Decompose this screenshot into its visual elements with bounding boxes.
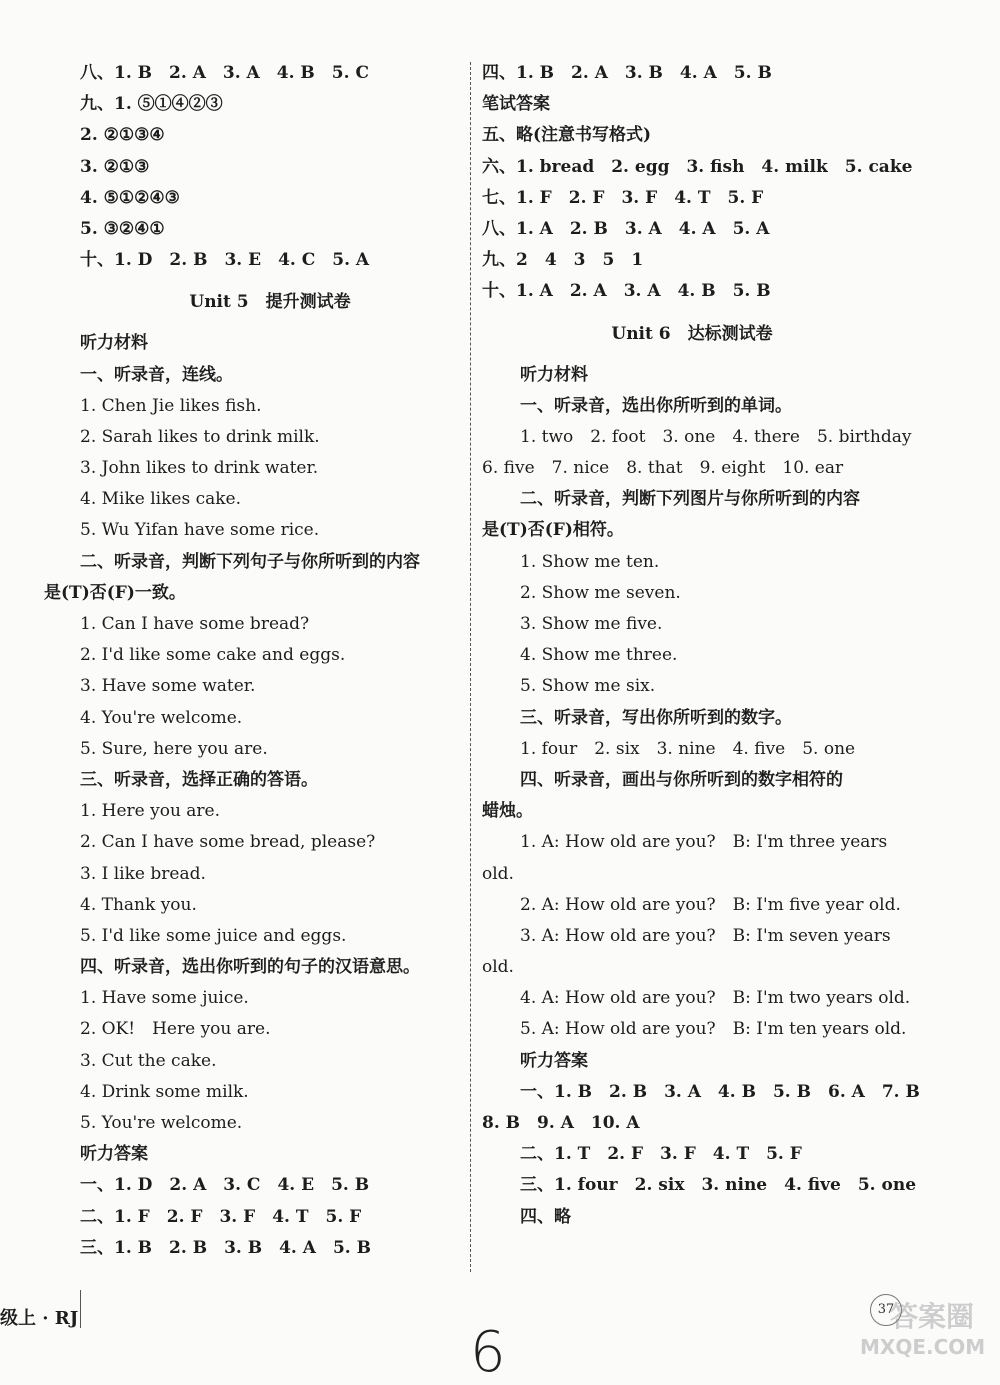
footer-rule xyxy=(80,1290,81,1328)
text-line: 5. Sure, here you are. xyxy=(80,738,268,759)
text-line: 一、1. D 2. A 3. C 4. E 5. B xyxy=(80,1175,370,1196)
page-number: 37 xyxy=(870,1294,902,1326)
text-line: 4. Drink some milk. xyxy=(80,1081,249,1102)
column-divider xyxy=(470,62,471,1272)
text-line: 一、1. B 2. B 3. A 4. B 5. B 6. A 7. B xyxy=(520,1081,920,1102)
text-line: 蜡烛。 xyxy=(482,801,533,822)
text-line: 3. Have some water. xyxy=(80,676,256,697)
text-line: 3. ②①③ xyxy=(80,156,150,177)
text-line: 二、1. T 2. F 3. F 4. T 5. F xyxy=(520,1144,802,1165)
text-line: 5. You're welcome. xyxy=(80,1113,243,1133)
text-line: 一、听录音，选出你所听到的单词。 xyxy=(520,395,792,416)
text-line: 是(T)否(F)一致。 xyxy=(44,582,186,603)
text-line: 3. John likes to drink water. xyxy=(80,458,319,479)
text-line: 二、1. F 2. F 3. F 4. T 5. F xyxy=(80,1206,362,1227)
text-line: 4. Show me three. xyxy=(520,645,678,666)
text-line: 二、听录音，判断下列句子与你所听到的内容 xyxy=(80,551,420,572)
text-line: 5. Show me six. xyxy=(520,676,656,697)
text-line: 6. five 7. nice 8. that 9. eight 10. ear xyxy=(482,458,844,479)
text-line: 2. ②①③④ xyxy=(80,125,165,146)
text-line: 九、2 4 3 5 1 xyxy=(482,250,644,271)
text-line: 四、1. B 2. A 3. B 4. A 5. B xyxy=(482,63,772,83)
text-line: 2. Sarah likes to drink milk. xyxy=(80,426,320,447)
text-line: 十、1. A 2. A 3. A 4. B 5. B xyxy=(482,281,771,302)
text-line: 4. Thank you. xyxy=(80,894,197,915)
text-line: 听力材料 xyxy=(80,333,148,354)
text-line: 1. two 2. foot 3. one 4. there 5. birthday xyxy=(520,426,912,447)
text-line: 4. Mike likes cake. xyxy=(80,489,242,510)
section-title: Unit 5 提升测试卷 xyxy=(189,292,351,313)
text-line: 一、听录音，连线。 xyxy=(80,364,233,385)
text-line: 4. You're welcome. xyxy=(80,707,243,728)
text-line: 8. B 9. A 10. A xyxy=(482,1113,640,1133)
text-line: 八、1. B 2. A 3. A 4. B 5. C xyxy=(80,63,369,83)
text-line: 笔试答案 xyxy=(482,94,550,115)
text-line: 1. Can I have some bread? xyxy=(80,614,310,634)
text-line: 2. Show me seven. xyxy=(520,582,681,603)
text-line: 三、听录音，选择正确的答语。 xyxy=(80,769,318,790)
text-line: 1. Show me ten. xyxy=(520,551,660,572)
text-line: 5. I'd like some juice and eggs. xyxy=(80,925,347,946)
text-line: 5. A: How old are you? B: I'm ten years old. xyxy=(520,1019,907,1040)
section-title: Unit 6 达标测试卷 xyxy=(611,323,773,344)
text-line: 3. Cut the cake. xyxy=(80,1050,217,1071)
text-line: 三、1. B 2. B 3. B 4. A 5. B xyxy=(80,1237,371,1258)
text-line: 八、1. A 2. B 3. A 4. A 5. A xyxy=(482,218,770,239)
text-line: 听力答案 xyxy=(520,1050,588,1071)
text-line: 听力答案 xyxy=(80,1144,148,1165)
text-line: 三、听录音，写出你所听到的数字。 xyxy=(520,707,792,728)
text-line: 四、听录音，选出你听到的句子的汉语意思。 xyxy=(80,957,420,978)
text-line: 2. Can I have some bread, please? xyxy=(80,832,376,853)
text-line: 六、1. bread 2. egg 3. fish 4. milk 5. cake xyxy=(482,156,913,177)
right-column xyxy=(482,58,920,1233)
text-line: 3. I like bread. xyxy=(80,863,206,884)
text-line: 1. Chen Jie likes fish. xyxy=(80,395,262,416)
text-line: 是(T)否(F)相符。 xyxy=(482,520,624,541)
text-line: old. xyxy=(482,957,514,978)
text-line: 四、略 xyxy=(520,1206,571,1227)
text-line: 九、1. ⑤①④②③ xyxy=(80,94,223,115)
text-line: 七、1. F 2. F 3. F 4. T 5. F xyxy=(482,187,764,208)
text-line: 5. Wu Yifan have some rice. xyxy=(80,520,320,541)
text-line: 1. Here you are. xyxy=(80,801,221,822)
edition-label: 级上 · RJ xyxy=(0,1308,79,1329)
text-line: 四、听录音，画出与你所听到的数字相符的 xyxy=(520,769,843,790)
text-line: 4. ⑤①②④③ xyxy=(80,187,180,208)
text-line: 2. OK! Here you are. xyxy=(80,1019,271,1040)
text-line: 三、1. four 2. six 3. nine 4. five 5. one xyxy=(520,1175,917,1196)
text-line: 2. A: How old are you? B: I'm five year old. xyxy=(520,894,901,915)
left-column xyxy=(44,58,460,1264)
text-line: 听力材料 xyxy=(520,364,588,385)
handwritten-number: 6 xyxy=(470,1320,506,1385)
text-line: 1. four 2. six 3. nine 4. five 5. one xyxy=(520,738,856,759)
text-line: 4. A: How old are you? B: I'm two years old. xyxy=(520,988,911,1009)
text-line: 五、略(注意书写格式) xyxy=(482,125,652,146)
text-line: old. xyxy=(482,863,514,884)
watermark-url: MXQE.COM xyxy=(860,1335,986,1359)
text-line: 2. I'd like some cake and eggs. xyxy=(80,645,346,666)
watermark-text: 答案圈 xyxy=(890,1300,975,1333)
text-line: 5. ③②④① xyxy=(80,218,165,239)
text-line: 3. Show me five. xyxy=(520,614,663,634)
text-line: 1. A: How old are you? B: I'm three years xyxy=(520,832,888,853)
text-line: 十、1. D 2. B 3. E 4. C 5. A xyxy=(80,250,370,271)
text-line: 二、听录音，判断下列图片与你所听到的内容 xyxy=(520,489,860,510)
text-line: 1. Have some juice. xyxy=(80,988,249,1009)
text-line: 3. A: How old are you? B: I'm seven years xyxy=(520,925,891,946)
